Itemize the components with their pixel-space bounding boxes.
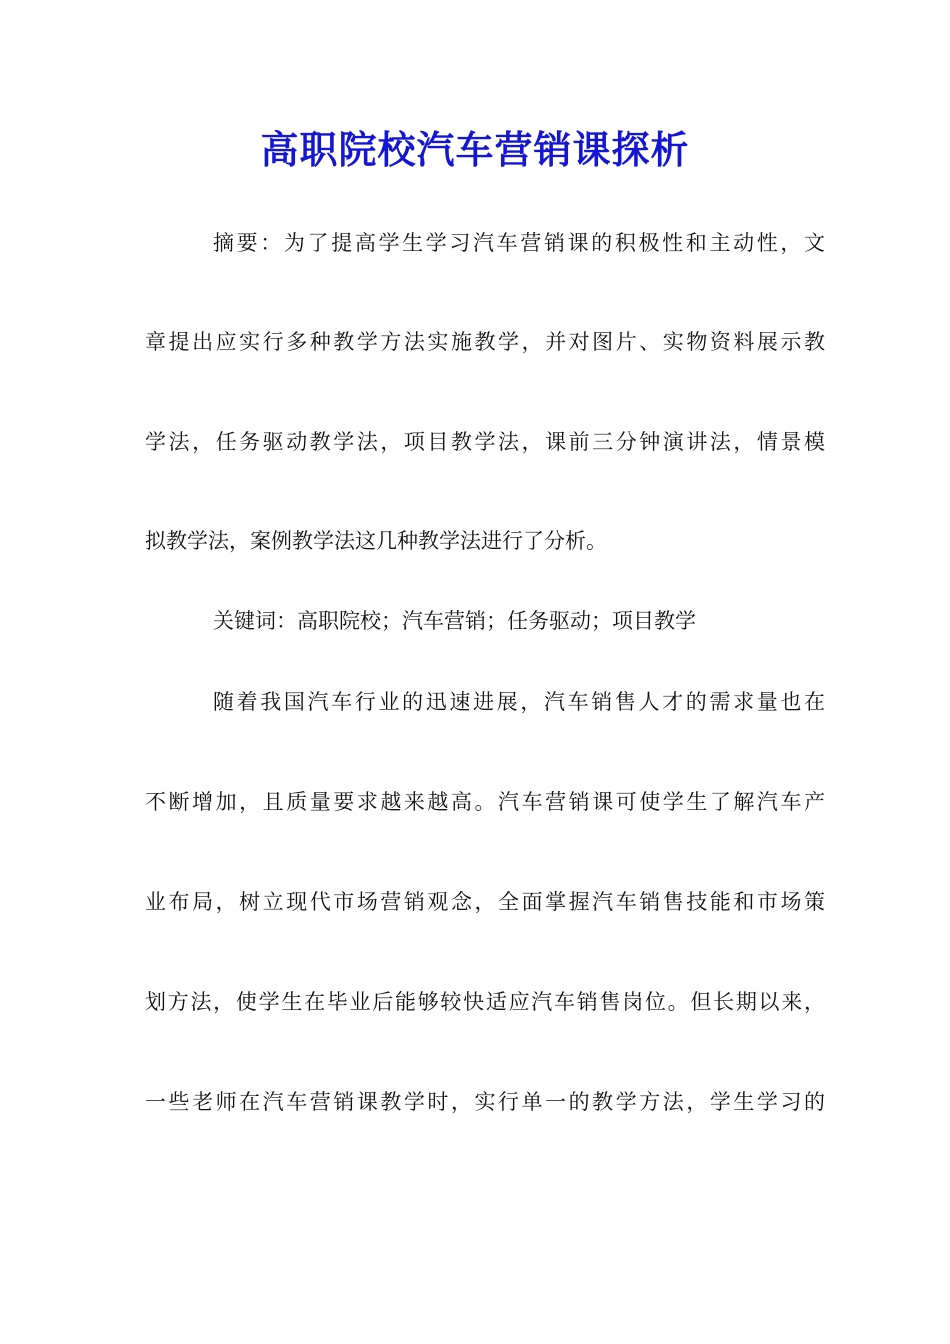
abstract-line-2: 章提出应实行多种教学方法实施教学，并对图片、实物资料展示教 (145, 330, 825, 354)
abstract-line-3: 学法，任务驱动教学法，项目教学法，课前三分钟演讲法，情景模 (145, 430, 825, 454)
body-line-1: 随着我国汽车行业的迅速进展，汽车销售人才的需求量也在 (213, 690, 825, 714)
keywords-line: 关键词：高职院校；汽车营销；任务驱动；项目教学 (213, 609, 696, 633)
body-line-5: 一些老师在汽车营销课教学时，实行单一的教学方法，学生学习的 (145, 1090, 825, 1114)
document-title: 高职院校汽车营销课探析 (260, 127, 690, 172)
abstract-line-4: 拟教学法，案例教学法这几种教学法进行了分析。 (145, 529, 607, 553)
body-line-4: 划方法，使学生在毕业后能够较快适应汽车销售岗位。但长期以来， (145, 990, 825, 1014)
body-line-3: 业布局，树立现代市场营销观念，全面掌握汽车销售技能和市场策 (145, 890, 825, 914)
abstract-line-1: 摘要：为了提高学生学习汽车营销课的积极性和主动性，文 (213, 231, 825, 255)
body-line-2: 不断增加，且质量要求越来越高。汽车营销课可使学生了解汽车产 (145, 790, 825, 814)
